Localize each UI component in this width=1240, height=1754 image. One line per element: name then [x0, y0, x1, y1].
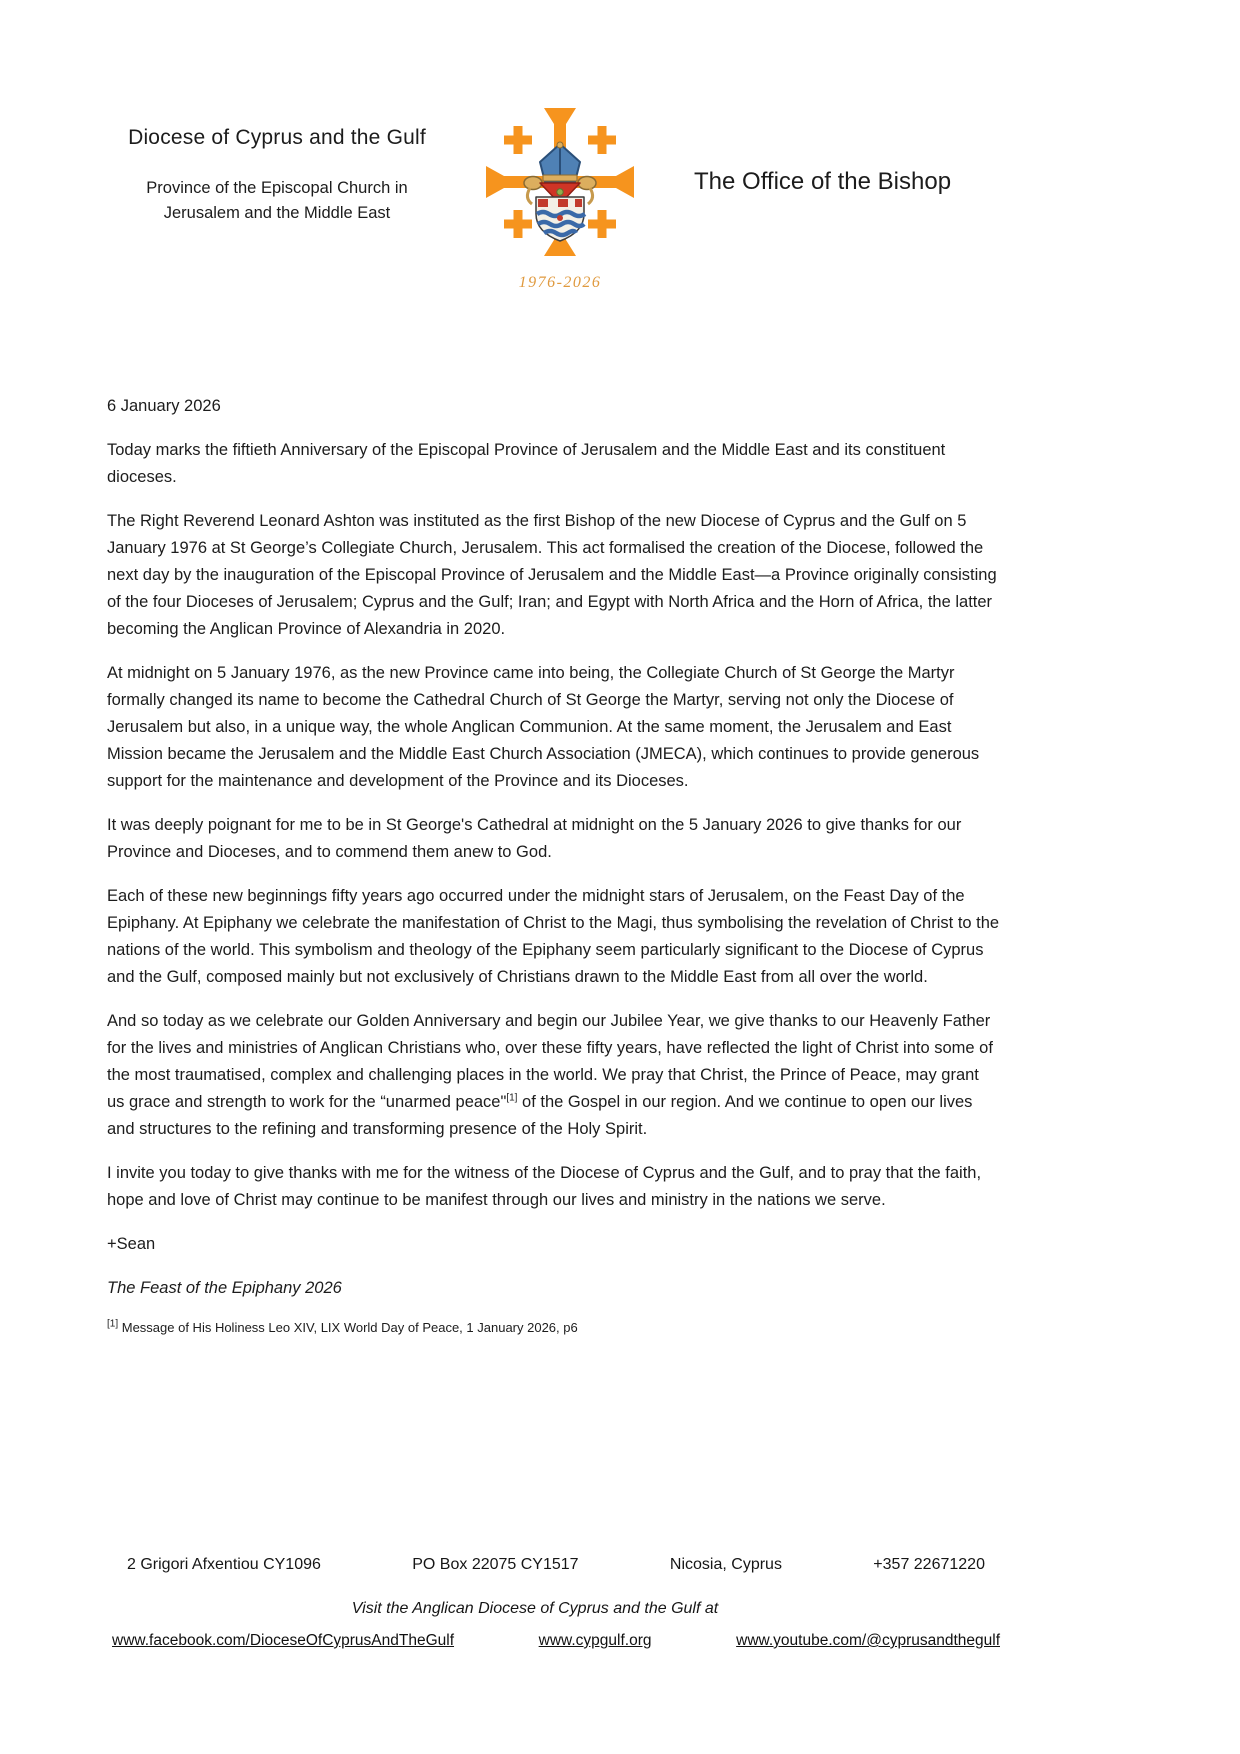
footer-street-address: 2 Grigori Afxentiou CY1096 — [127, 1556, 321, 1573]
paragraph-invitation: I invite you today to give thanks with me for the witness of the Diocese of Cyprus and the Gulf, and to pray that the faith, hope and love of Christ may continue to be manifest through our lives and ministry in the nations we serve. — [107, 1164, 982, 1209]
org-block — [112, 126, 442, 226]
footnote-text: Message of His Holiness Leo XIV, LIX World Day of Peace, 1 January 2026, p6 — [118, 1320, 578, 1335]
letter-body — [107, 393, 1000, 1337]
footer-links-row — [112, 1632, 1000, 1650]
jerusalem-cross-icon — [480, 102, 640, 262]
footer-phone: +357 22671220 — [873, 1556, 985, 1573]
org-subtitle-line2: Jerusalem and the Middle East — [163, 204, 391, 222]
org-title: Diocese of Cyprus and the Gulf — [128, 126, 426, 149]
paragraph-epiphany: Each of these new beginnings fifty years ago occurred under the midnight stars of Jerusalem, on the Feast Day of the Epiphany. At Epiphany we celebrate the manifestation of Christ to the Magi, thus symbolising the revelation of Christ to the nations of the world. This symbolism and theology of the Epiphany seem particularly significant to the Diocese of Cyprus and the Gulf, composed mainly but not exclusively of Christians drawn to the Middle East from all over the world. — [107, 887, 1000, 986]
paragraph-anniversary: Today marks the fiftieth Anniversary of the Episcopal Province of Jerusalem and the Middle East and its constituent dioceses. — [107, 441, 946, 486]
youtube-link[interactable]: www.youtube.com/@cyprusandthegulf — [736, 1632, 1000, 1649]
letter-date: 6 January 2026 — [107, 397, 221, 415]
org-subtitle — [112, 176, 442, 226]
paragraph-midnight-1976: At midnight on 5 January 1976, as the new Province came into being, the Collegiate Church of St George the Martyr formally changed its name to become the Cathedral Church of St George the Martyr, serving not only the Diocese of Jerusalem but also, in a unique way, the whole Anglican Communion. At the same moment, the Jerusalem and East Mission became the Jerusalem and the Middle East Church Association (JMECA), which continues to provide generous support for the maintenance and development of the Province and its Dioceses. — [107, 664, 980, 790]
bishop-crest — [524, 142, 596, 241]
diocese-logo — [470, 102, 650, 292]
footer-address-row — [127, 1556, 985, 1574]
letter-footer — [0, 1556, 1240, 1650]
unarmed-peace-text-after: of the Gospel in our region. And we continue to open our lives and structures to the refining and transforming presence of the Holy Spirit. — [107, 1093, 973, 1138]
paragraph-leonard-ashton: The Right Reverend Leonard Ashton was instituted as the first Bishop of the new Diocese of Cyprus and the Gulf on 5 January 1976 at St George’s Collegiate Church, Jerusalem. This act formalised the creation of the Diocese, followed the next day by the inauguration of the Episcopal Province of Jerusalem and the Middle East—a Province originally consisting of the four Dioceses of Jerusalem; Cyprus and the Gulf; Iran; and Egypt with North Africa and the Horn of Africa, the latter becoming the Anglican Province of Alexandria in 2020. — [107, 512, 997, 638]
signature: +Sean — [107, 1235, 156, 1253]
footer-po-box: PO Box 22075 CY1517 — [412, 1556, 579, 1573]
facebook-link[interactable]: www.facebook.com/DioceseOfCyprusAndTheGulf — [112, 1632, 455, 1649]
unarmed-peace-text-before: And so today as we celebrate our Golden Anniversary and begin our Jubilee Year, we give thanks to our Heavenly Father for the lives and ministries of Anglican Christians who, over these fifty years, have reflected the light of Christ into some of the most traumatised, complex and challenging places in the world. We pray that Christ, the Prince of Peace, may grant us grace and strength to work for the “unarmed peace" — [107, 1012, 993, 1111]
letterhead — [0, 0, 1240, 330]
footnote — [107, 1319, 1000, 1337]
footnote-marker-inline: [1] — [506, 1092, 518, 1104]
website-link[interactable]: www.cypgulf.org — [538, 1632, 652, 1649]
paragraph-poignant: It was deeply poignant for me to be in St George's Cathedral at midnight on the 5 January 2026 to give thanks for our Province and Dioceses, and to commend them anew to God. — [107, 816, 962, 861]
org-subtitle-line1: Province of the Episcopal Church in — [146, 179, 408, 197]
feast-line: The Feast of the Epiphany 2026 — [107, 1279, 342, 1297]
footnote-marker: [1] — [107, 1318, 119, 1330]
paragraph-golden-anniversary — [107, 1008, 1000, 1143]
footer-city: Nicosia, Cyprus — [669, 1556, 782, 1573]
footer-visit-line: Visit the Anglican Diocese of Cyprus and the Gulf at — [351, 1600, 719, 1617]
anniversary-years: 1976-2026 — [518, 274, 602, 291]
office-title: The Office of the Bishop — [694, 168, 952, 195]
